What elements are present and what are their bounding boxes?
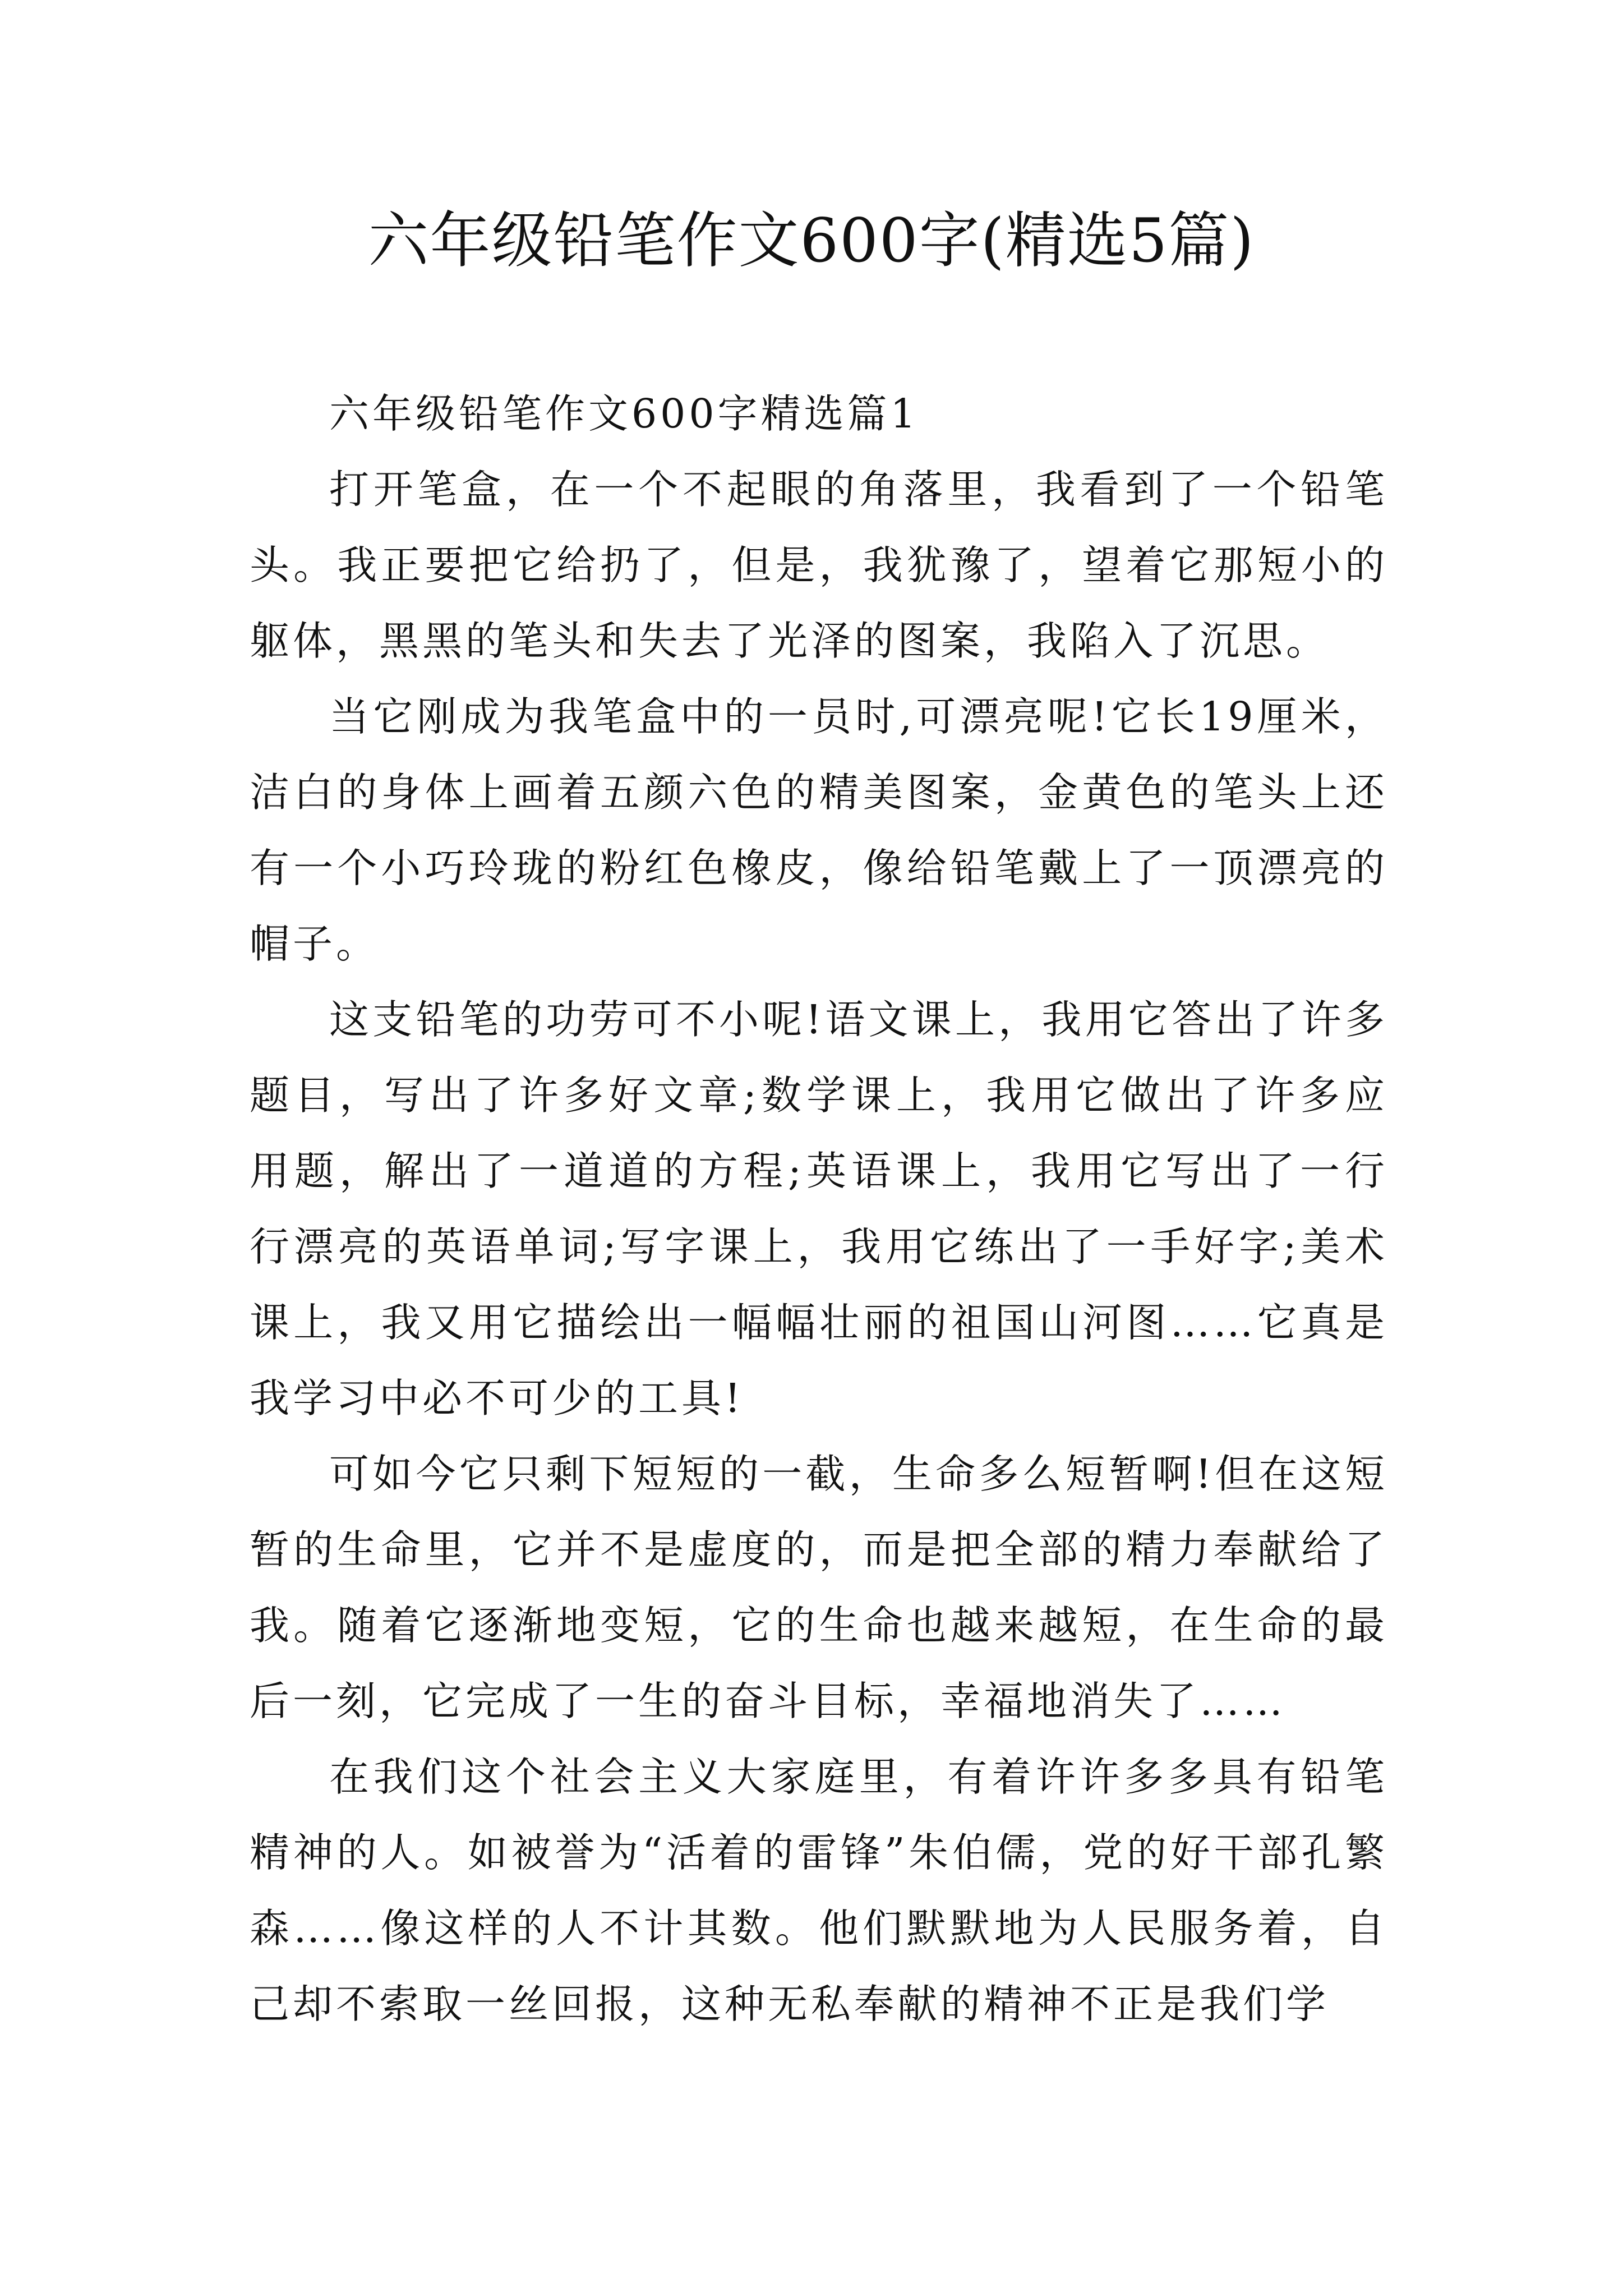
document-body [250,376,1388,2042]
document-title: 六年级铅笔作文600字(精选5篇) [368,206,1255,276]
paragraph-heading: 六年级铅笔作文600字精选篇1 [329,390,919,437]
paragraph: 在我们这个社会主义大家庭里，有着许许多多具有铅笔精神的人。如被誉为“活着的雷锋”朱伯儒，党的好干部孔繁森……像这样的人不计其数。他们默默地为人民服务着，自己却不索取一丝回报，这种无私奉献的精神不正是我们学 [250,1754,1388,2027]
paragraph: 可如今它只剩下短短的一截，生命多么短暂啊!但在这短暂的生命里，它并不是虚度的，而是把全部的精力奉献给了我。随着它逐渐地变短，它的生命也越来越短，在生命的最后一刻，它完成了一生的奋斗目标，幸福地消失了…… [250,1451,1388,1724]
paragraph: 这支铅笔的功劳可不小呢!语文课上，我用它答出了许多题目，写出了许多好文章;数学课上，我用它做出了许多应用题，解出了一道道的方程;英语课上，我用它写出了一行行漂亮的英语单词;写字课上，我用它练出了一手好字;美术课上，我又用它描绘出一幅幅壮丽的祖国山河图……它真是我学习中必不可少的工具! [250,996,1388,1421]
paragraph: 当它刚成为我笔盒中的一员时,可漂亮呢!它长19厘米，洁白的身体上画着五颜六色的精美图案，金黄色的笔头上还有一个小巧玲珑的粉红色橡皮，像给铅笔戴上了一顶漂亮的帽子。 [250,693,1388,967]
paragraph: 打开笔盒，在一个不起眼的角落里，我看到了一个铅笔头。我正要把它给扔了，但是，我犹豫了，望着它那短小的躯体，黑黑的笔头和失去了光泽的图案，我陷入了沉思。 [250,466,1388,664]
